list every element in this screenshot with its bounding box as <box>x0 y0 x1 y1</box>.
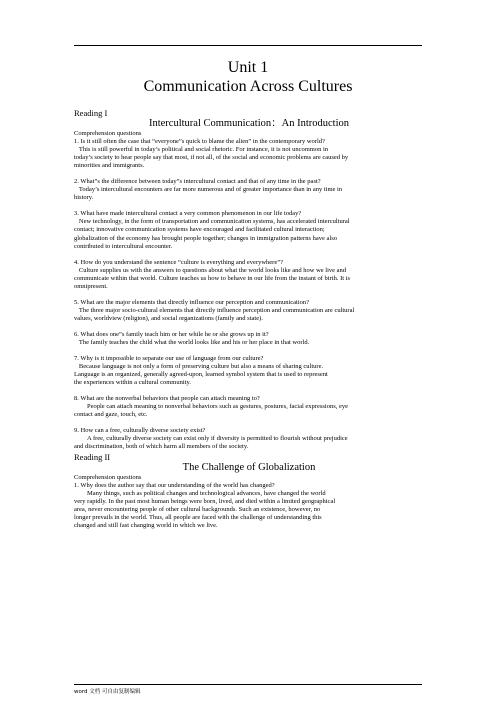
answer-line: Today’s intercultural encounters are far more numerous and of greater importance than in any time in <box>74 186 343 194</box>
question: 1. Why does the author say that our understanding of the world has changed? <box>74 481 275 489</box>
reading-2-subheading: Comprehension questions <box>74 473 142 481</box>
question: 4. How do you understand the sentence “culture is everything and everywhere”? <box>74 258 284 266</box>
spacer <box>74 347 424 355</box>
reading-2-label: Reading II <box>74 451 111 462</box>
answer-line: contact and gaze, touch, etc. <box>74 411 148 419</box>
answer-line: values, worldview (religion), and social organizations (family and state). <box>74 314 263 322</box>
answer-line: A free, culturally diverse society can exist only if diversity is permitted to flourish without prejudice <box>74 435 348 443</box>
answer-line: contributed to intercultural encounter. <box>74 242 173 250</box>
reading-1-title: Intercultural Communication：An Introduction <box>148 118 350 129</box>
reading-1-subheading: Comprehension questions <box>74 130 142 137</box>
question: 5. What are the major elements that directly influence our perception and communication? <box>74 298 310 306</box>
question: 7. Why is it impossible to separate our use of language from our culture? <box>74 355 264 363</box>
answer-line: today’s society to hear people say that most, if not all, of the social and economic problems are caused by <box>74 154 349 162</box>
question: 3. What have made intercultural contact a very common phenomenon in our life today? <box>74 210 302 218</box>
footer-rule <box>74 684 422 685</box>
answer-line: very rapidly. In the past most human beings were born, lived, and died within a limited geographical <box>74 497 336 505</box>
answer-line: minorities and immigrants. <box>74 162 145 170</box>
answer-line: Language is an organized, generally agreed-upon, learned symbol system that is used to represent <box>74 371 328 379</box>
answer-line: and discrimination, both of which harm all members of the society. <box>74 443 249 451</box>
question: 1. Is it still often the case that “everyone”s quick to blame the alien” in the contemporary world? <box>74 138 325 146</box>
answer-line: This is still powerful in today’s political and social rhetoric. For instance, it is not uncommon in <box>74 146 329 154</box>
unit-heading: Unit 1 <box>227 59 269 76</box>
spacer <box>74 323 424 331</box>
answer-line: People can attach meaning to nonverbal behaviors such as gestures, postures, facial expressions, eye <box>74 403 348 411</box>
spacer <box>74 170 424 178</box>
reading-2-title: The Challenge of Globalization <box>182 461 316 473</box>
reading-1-questions <box>74 138 424 451</box>
page-title: Communication Across Cultures <box>143 78 353 95</box>
answer-line: Culture supplies us with the answers to questions about what the world looks like and how we live and <box>74 266 347 274</box>
question: 2. What”s the difference between today”s intercultural contact and that of any time in the past? <box>74 178 321 186</box>
document-body <box>74 108 424 530</box>
answer-line: omnipresent. <box>74 282 108 290</box>
answer-line: area, never encountering people of other cultural backgrounds. Such an existence, however, no <box>74 505 321 513</box>
spacer <box>74 387 424 395</box>
answer-line: the experiences within a cultural community. <box>74 379 191 387</box>
answer-line: The family teaches the child what the world looks like and his or her place in that world. <box>74 338 310 346</box>
answer-line: Because language is not only a form of preserving culture but also a means of sharing culture. <box>74 363 324 371</box>
spacer <box>74 251 424 259</box>
answer-line: New technology, in the form of transportation and communication systems, has accelerated intercultural <box>74 218 350 226</box>
question: 8. What are the nonverbal behaviors that people can attach meaning to? <box>74 395 260 403</box>
footer-note: word 文档 可自由复制编辑 <box>74 689 141 695</box>
spacer <box>74 419 424 427</box>
answer-line: changed and still fast changing world in which we live. <box>74 521 218 529</box>
reading-1-label: Reading I <box>74 108 108 118</box>
answer-line: contact; innovative communication systems have encouraged and facilitated cultural interaction; <box>74 226 325 234</box>
question: 6. What does one”s family teach him or her while he or she grows up in it? <box>74 330 269 338</box>
answer-line: globalization of the economy has brought people together; changes in immigration patterns have also <box>74 234 337 242</box>
answer-line: communicate within that world. Culture teaches us how to behave in our life from the instant of birth. It is <box>74 274 351 282</box>
reading-2-questions <box>74 482 424 530</box>
answer-line: longer prevails in the world. Thus, all people are faced with the challenge of understanding this <box>74 513 322 521</box>
spacer <box>74 202 424 210</box>
question: 9. How can a free, culturally diverse society exist? <box>74 427 206 435</box>
answer-line: Many things, such as political changes and technological advances, have changed the world <box>74 489 326 497</box>
answer-line: The three major socio-cultural elements that directly influence perception and communication are cultural <box>74 306 355 314</box>
spacer <box>74 291 424 299</box>
top-rule <box>74 45 422 46</box>
answer-line: history. <box>74 194 94 202</box>
